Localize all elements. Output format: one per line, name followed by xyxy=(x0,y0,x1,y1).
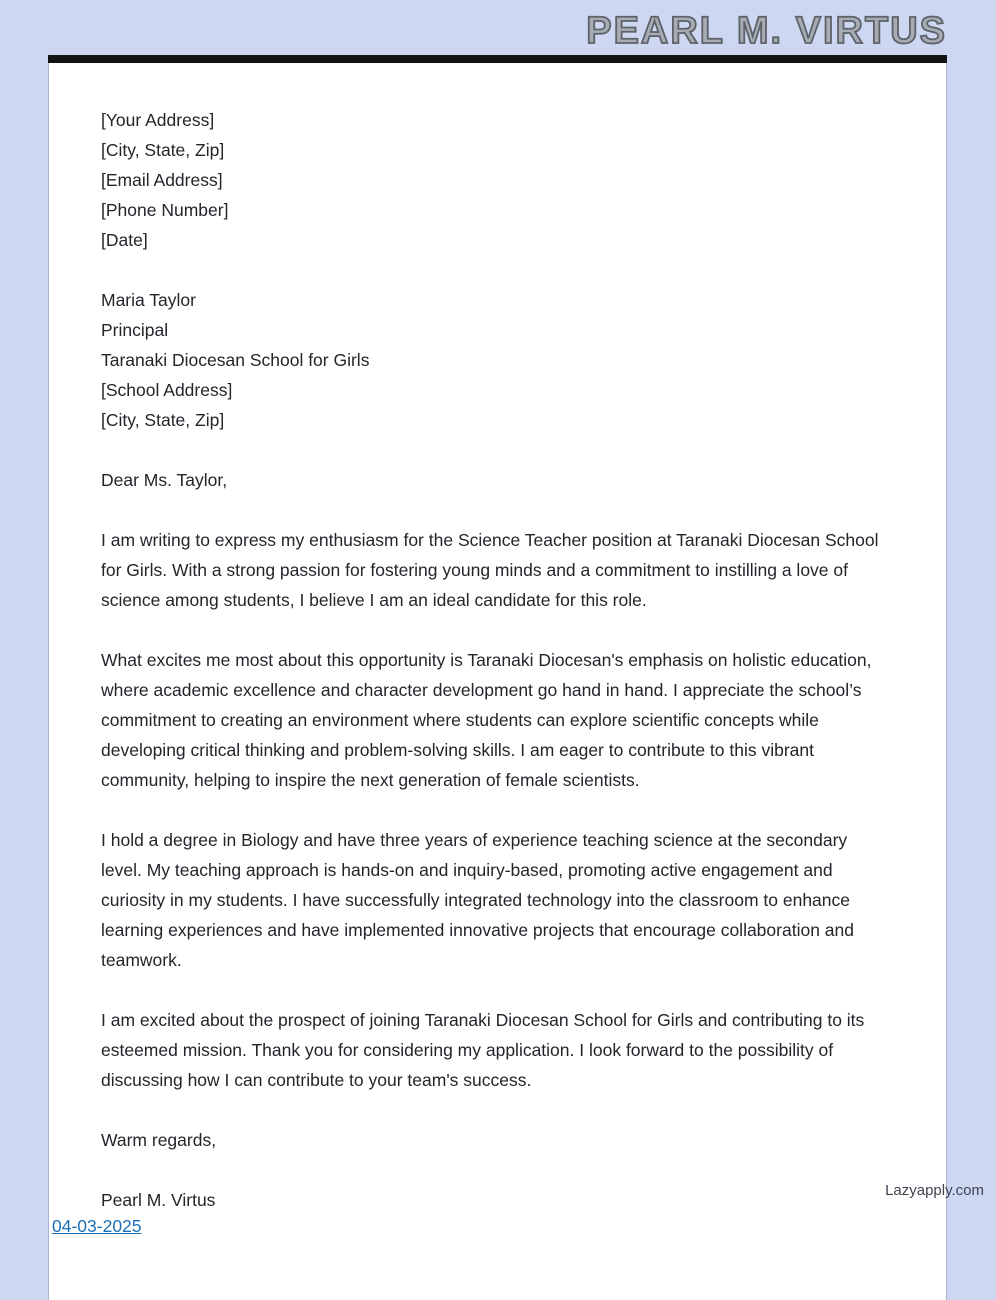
recipient-line: Taranaki Diocesan School for Girls xyxy=(101,350,370,370)
letter-document xyxy=(48,63,947,1300)
recipient-line: [City, State, Zip] xyxy=(101,410,225,430)
recipient-address-block xyxy=(101,285,884,435)
letterhead-name: PEARL M. VIRTUS xyxy=(586,10,947,52)
sender-address-line: [City, State, Zip] xyxy=(101,140,225,160)
date-link[interactable]: 04-03-2025 xyxy=(52,1216,142,1236)
recipient-line: [School Address] xyxy=(101,380,233,400)
recipient-line: Maria Taylor xyxy=(101,290,196,310)
sender-address-line: [Email Address] xyxy=(101,170,223,190)
body-paragraph: I hold a degree in Biology and have three years of experience teaching science at the secondary level. My teaching approach is hands-on and inquiry-based, promoting active engagement and curiosity in my students. I have successfully integrated technology into the classroom to enhance learning experiences and have implemented innovative projects that encourage collaboration and teamwork. xyxy=(101,830,854,970)
body-paragraph: What excites me most about this opportunity is Taranaki Diocesan's emphasis on holistic education, where academic excellence and character development go hand in hand. I appreciate the school’s commitment to creating an environment where students can explore scientific concepts while developing critical thinking and problem-solving skills. I am eager to contribute to this vibrant community, helping to inspire the next generation of female scientists. xyxy=(101,650,872,790)
closing: Warm regards, xyxy=(101,1130,217,1150)
sender-address-line: [Date] xyxy=(101,230,148,250)
body-paragraph: I am excited about the prospect of joining Taranaki Diocesan School for Girls and contributing to its esteemed mission. Thank you for considering my application. I look forward to the possibility of discussing how I can contribute to your team's success. xyxy=(101,1010,865,1090)
salutation: Dear Ms. Taylor, xyxy=(101,470,228,490)
body-paragraph: I am writing to express my enthusiasm for the Science Teacher position at Taranaki Diocesan School for Girls. With a strong passion for fostering young minds and a commitment to instilling a love of science among students, I believe I am an ideal candidate for this role. xyxy=(101,530,879,610)
signature-name: Pearl M. Virtus xyxy=(101,1190,216,1210)
header-divider xyxy=(48,55,947,63)
sender-address-block xyxy=(101,105,884,255)
recipient-line: Principal xyxy=(101,320,169,340)
lazyapply-watermark: Lazyapply.com xyxy=(885,1182,984,1199)
sender-address-line: [Your Address] xyxy=(101,110,215,130)
sender-address-line: [Phone Number] xyxy=(101,200,229,220)
